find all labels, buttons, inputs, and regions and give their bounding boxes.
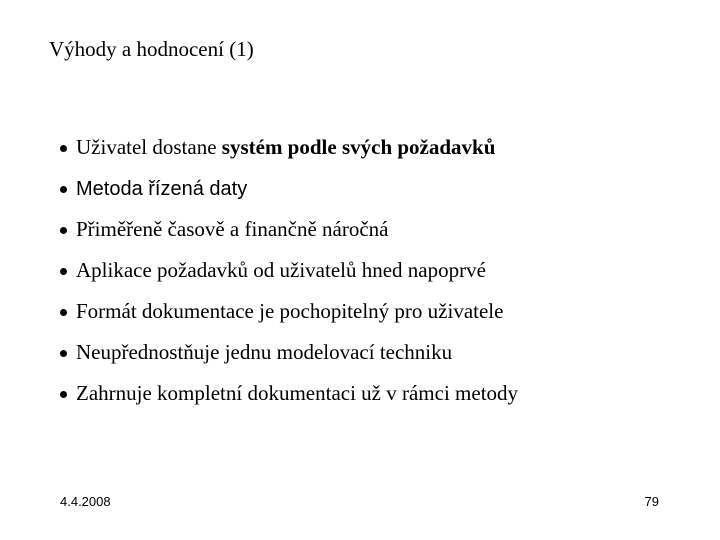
bullet-text-bold: systém podle svých požadavků [221,135,496,159]
bullet-text: Přiměřeně časově a finančně náročná [76,217,389,241]
bullet-dot-icon [60,186,67,193]
bullet-dot-icon [60,309,67,316]
bullet-dot-icon [60,227,67,234]
bullet-text: Neupřednostňuje jednu modelovací techniku [76,340,453,364]
list-item [60,253,518,294]
bullet-text: Zahrnuje kompletní dokumentaci už v rámci metody [76,381,519,405]
list-item [60,376,518,417]
bullet-text [76,135,495,159]
list-item [60,294,518,335]
list-item [60,171,518,212]
footer-date: 4.4.2008 [60,494,111,509]
bullet-dot-icon [60,268,67,275]
bullet-text-regular: Uživatel dostane [76,135,222,159]
bullet-list [60,130,518,417]
bullet-dot-icon [60,391,67,398]
bullet-dot-icon [60,350,67,357]
list-item [60,335,518,376]
slide-title: Výhody a hodnocení (1) [49,37,254,61]
bullet-text: Metoda řízená daty [76,178,248,200]
page-number: 79 [644,494,659,509]
bullet-dot-icon [60,145,67,152]
bullet-text: Aplikace požadavků od uživatelů hned napoprvé [76,258,486,282]
list-item [60,212,518,253]
bullet-text: Formát dokumentace je pochopitelný pro uživatele [76,299,504,323]
list-item [60,130,518,171]
